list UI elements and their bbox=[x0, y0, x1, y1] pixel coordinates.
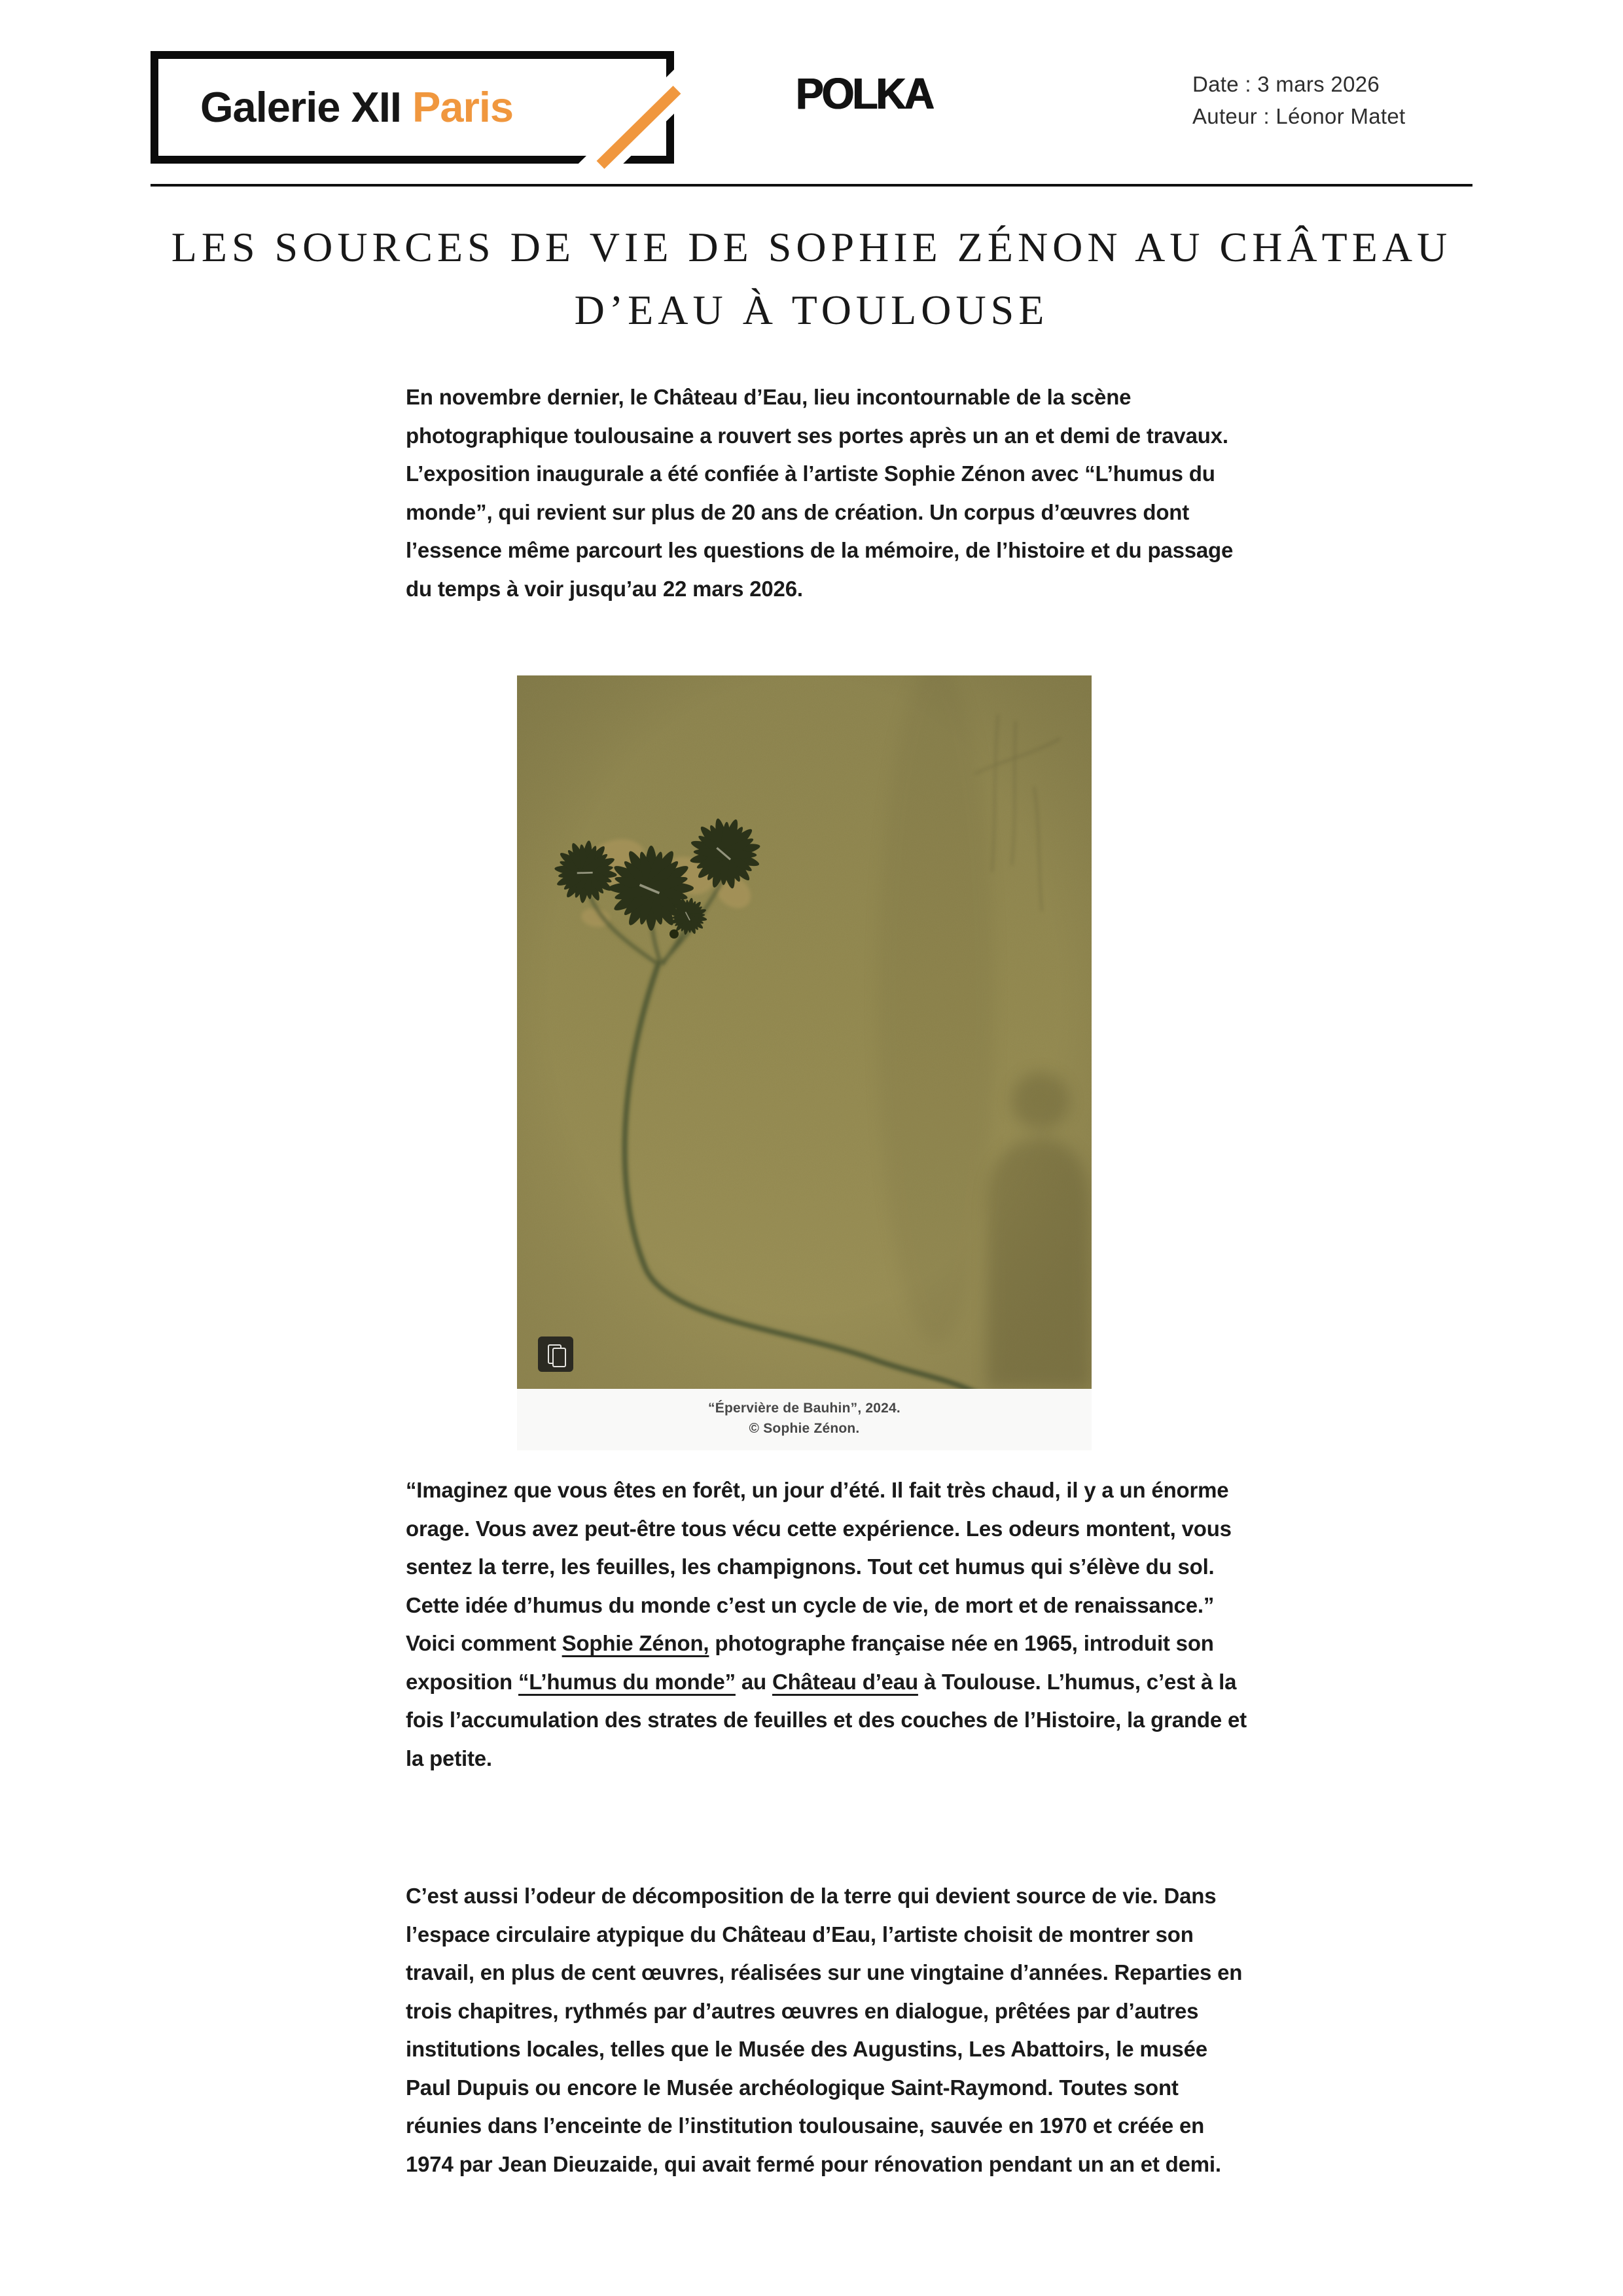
text-segment: à Toulouse. L’humus, c’est à la fois l’accumulation des strates de feuilles et des couches de l’Histoire, la grande et la petite. bbox=[406, 1669, 1247, 1770]
artwork-figure bbox=[517, 675, 1092, 1450]
header-divider bbox=[151, 184, 1472, 187]
page-title-line1: LES SOURCES DE VIE DE SOPHIE ZÉNON AU CHÂTEAU bbox=[171, 224, 1452, 270]
intro-paragraph: En novembre dernier, le Château d’Eau, lieu incontournable de la scène photographique toulousaine a rouvert ses portes après un an et demi de travaux. L’exposition inaugurale a été confiée à l’artiste Sophie Zénon avec “L’humus du monde”, qui revient sur plus de 20 ans de création. Un corpus d’œuvres dont l’essence même parcourt les questions de la mémoire, de l’histoire et du passage du temps à voir jusqu’au 22 mars 2026. bbox=[406, 385, 1234, 601]
artwork-image bbox=[517, 675, 1092, 1389]
text-segment: “Imaginez que vous êtes en forêt, un jour d’été. Il fait très chaud, il y a un énorme orage. Vous avez peut-être tous vécu cette expérience. Les odeurs montent, vous sentez la terre, les feuilles, les champignons. Tout cet humus qui s’élève du sol. Cette idée d’humus du monde c’est un cycle de vie, de mort et de renaissance.” Voici comment bbox=[406, 1478, 1232, 1655]
date-label: Date : 3 mars 2026 bbox=[1192, 72, 1380, 96]
copy-icon-back bbox=[552, 1348, 566, 1367]
pressed-flower-artwork bbox=[517, 675, 1092, 1389]
caption-title: “Épervière de Bauhin”, 2024. bbox=[708, 1401, 901, 1416]
figure-caption bbox=[517, 1389, 1092, 1450]
byline-block bbox=[1192, 68, 1406, 132]
author-label: Auteur : Léonor Matet bbox=[1192, 104, 1406, 128]
inline-link[interactable]: Sophie Zénon, bbox=[562, 1631, 709, 1655]
gallery-logo-orange: Paris bbox=[412, 83, 514, 131]
gallery-logo-black: Galerie XII bbox=[200, 83, 413, 131]
caption-credit: © Sophie Zénon. bbox=[749, 1421, 860, 1436]
quote-paragraph bbox=[406, 1471, 1257, 1778]
text-segment: au bbox=[735, 1669, 772, 1694]
expand-image-button[interactable] bbox=[538, 1336, 573, 1372]
text-segment: photographe française née en 1965, introduit son exposition bbox=[406, 1631, 1214, 1694]
inline-link[interactable]: “L’humus du monde” bbox=[518, 1669, 736, 1694]
inline-link[interactable]: Château d’eau bbox=[772, 1669, 918, 1694]
body-paragraph: C’est aussi l’odeur de décomposition de la terre qui devient source de vie. Dans l’espace circulaire atypique du Château d’Eau, l’artiste choisit de montrer son travail, en plus de cent œuvres, réalisées sur une vingtaine d’années. Reparties en trois chapitres, rythmés par d’autres œuvres en dialogue, prêtées par d’autres institutions locales, telles que le Musée des Augustins, Les Abattoirs, le musée Paul Dupuis ou encore le Musée archéologique Saint-Raymond. Toutes sont réunies dans l’enceinte de l’institution toulousaine, sauvée en 1970 et créée en 1974 par Jean Dieuzaide, qui avait fermé pour rénovation pendant un an et demi. bbox=[406, 1884, 1243, 2176]
page-title-line2: D’EAU À TOULOUSE bbox=[574, 287, 1049, 333]
page-title bbox=[151, 216, 1472, 342]
polka-logo: POLKA bbox=[796, 69, 933, 118]
gallery-logo-text bbox=[200, 59, 513, 156]
